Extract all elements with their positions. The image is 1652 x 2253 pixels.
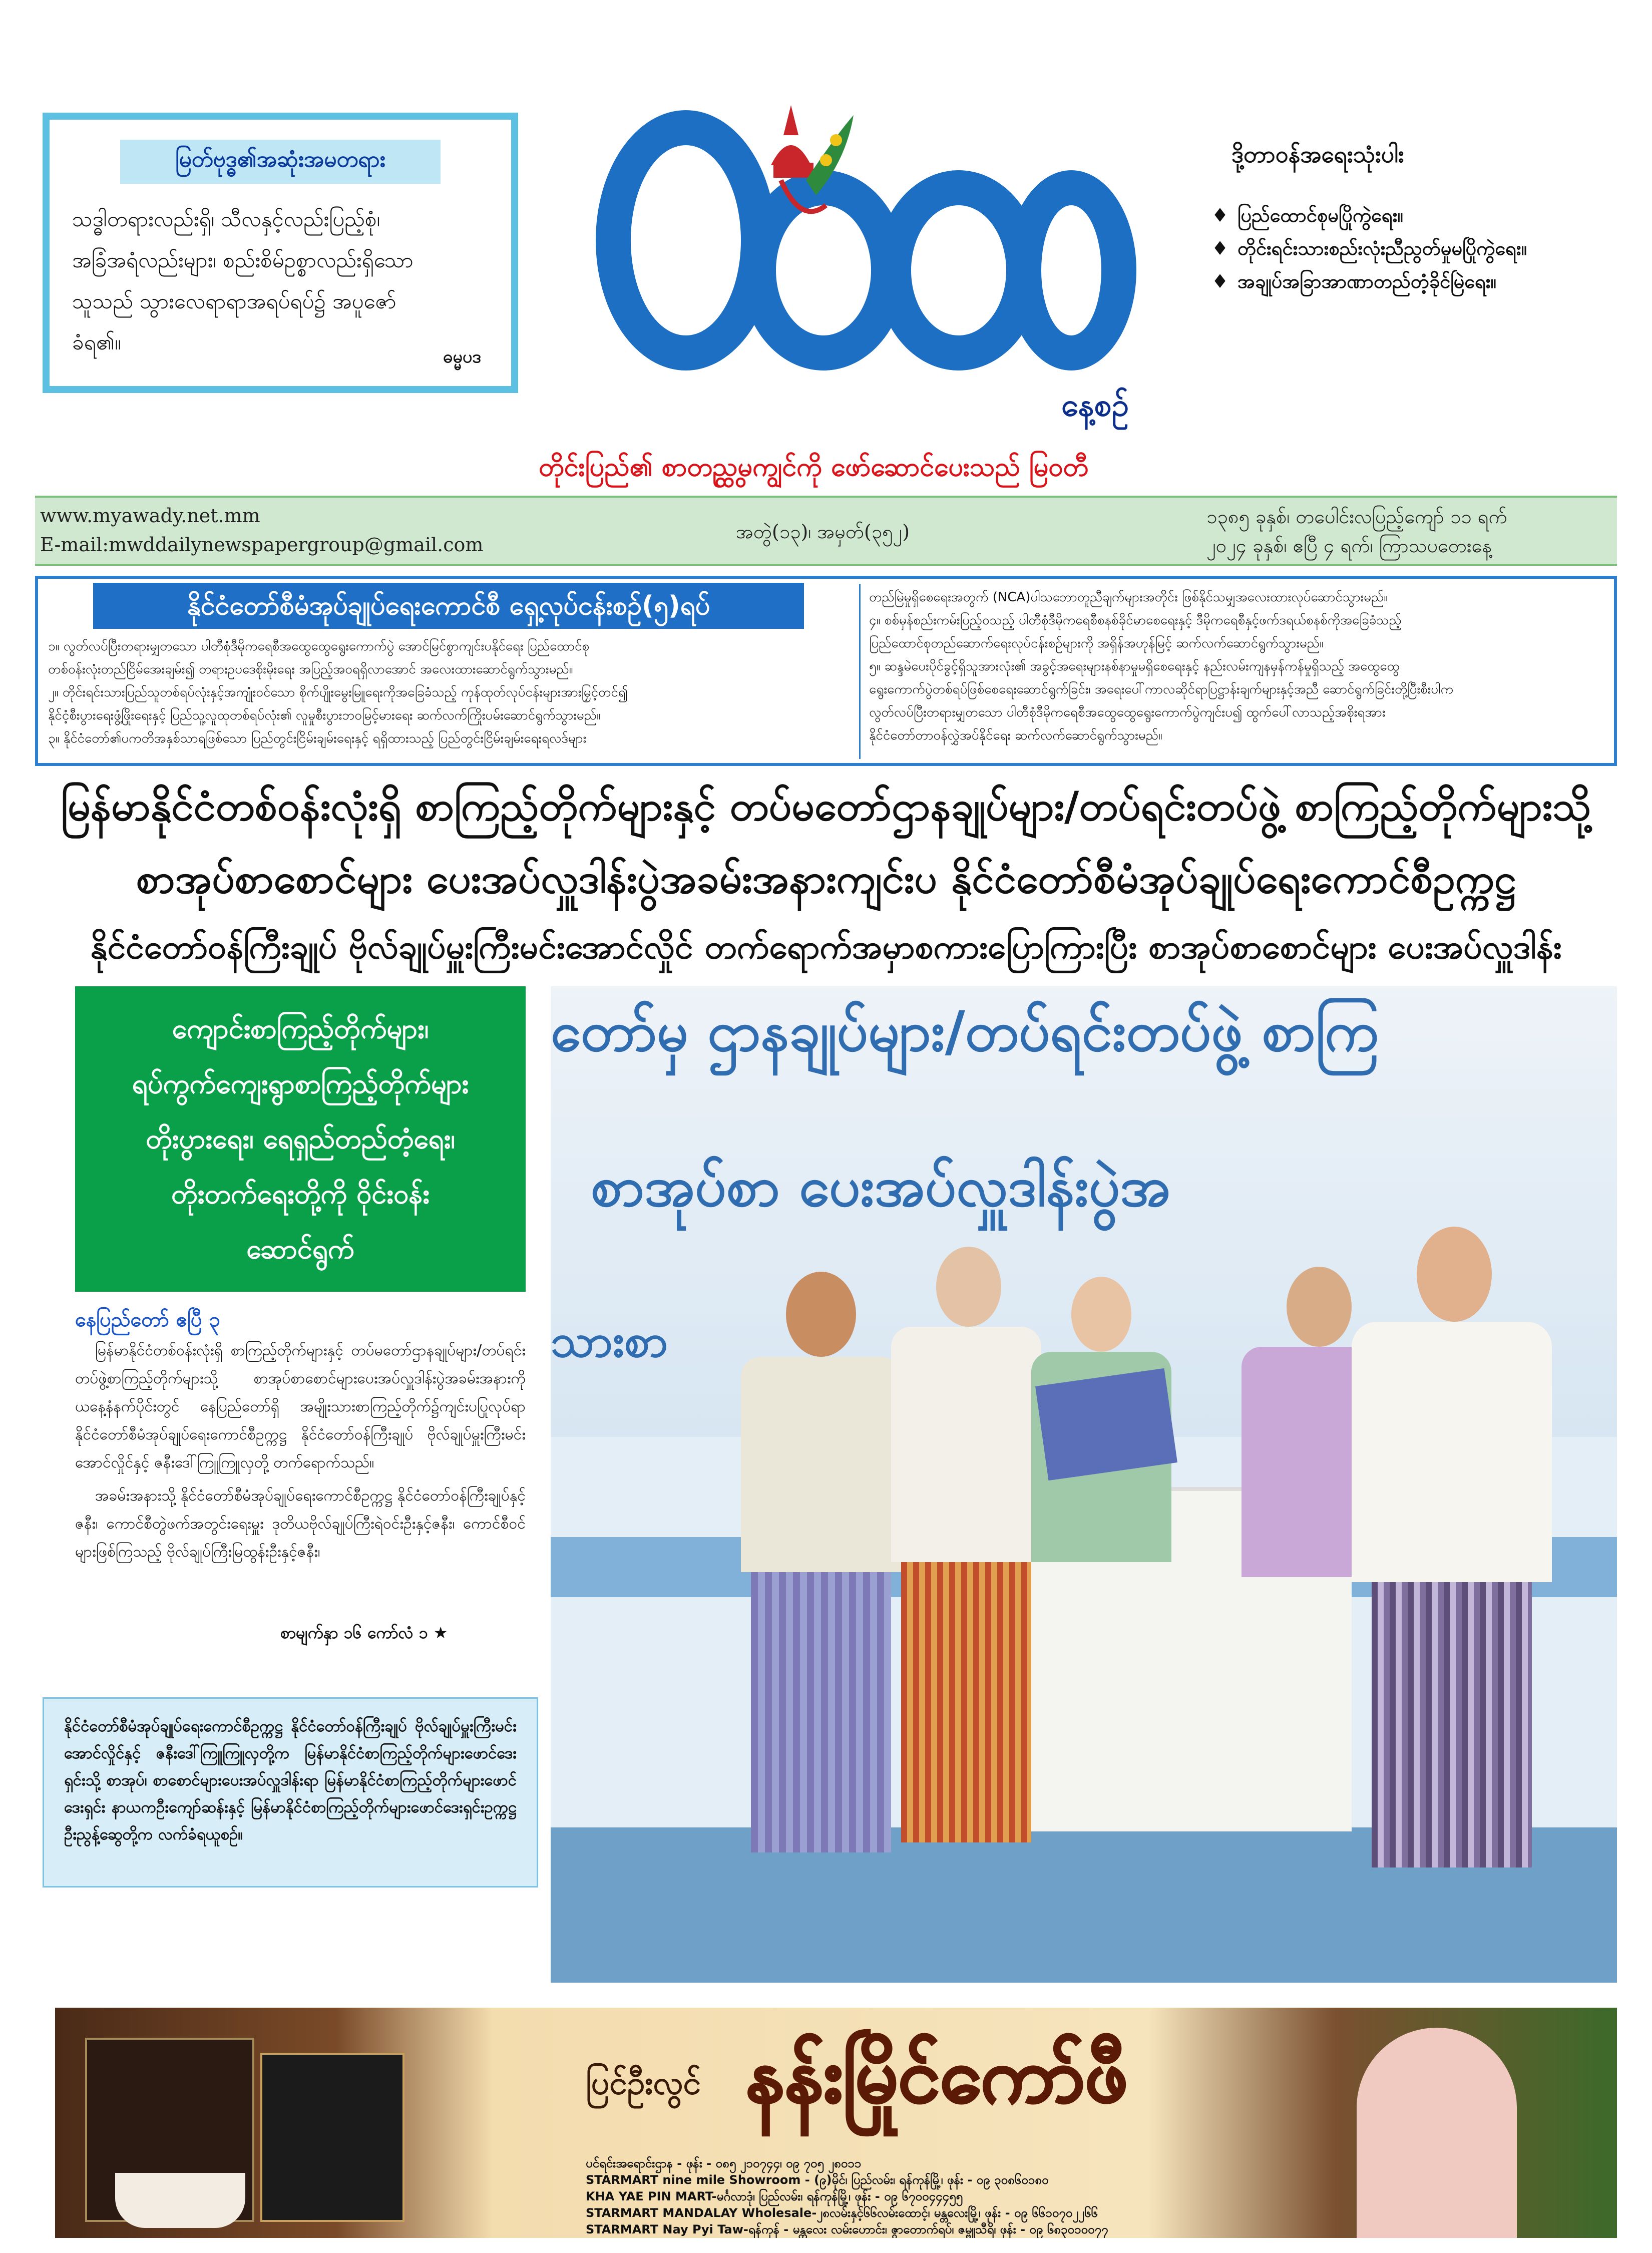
- objective-line: ၅။ ဆန္ဒမဲပေးပိုင်ခွင့်ရှိသူအားလုံး၏ အခွင့်အရေးများနစ်နာမှုမရှိစေရေးနှင့် နည်းလမ်းကျနမှန်ကန်မှုရှိသည့် အထွေထွေ: [869, 659, 1400, 674]
- email-link[interactable]: E-mail:mwddailynewspapergroup@gmail.com: [40, 534, 484, 556]
- highlight-line: ဆောင်ရွက်: [246, 1233, 354, 1265]
- objective-line: တစ်ဝန်းလုံးတည်ငြိမ်အေးချမ်း၍ တရားဥပဒေစိုးမိုးရေး အပြည့်အဝရရှိလာအောင် အလေးထားဆောင်ရွက်သွားမည်။: [48, 662, 573, 677]
- backdrop-banner-text: တော်မှ ဌာနချုပ်များ/တပ်ရင်းတပ်ဖွဲ့ စာကြ: [551, 999, 1379, 1063]
- article-paragraph: အခမ်းအနားသို့ နိုင်ငံတော်စီမံအုပ်ချုပ်ရေးကောင်စီဥက္ကဋ္ဌ နိုင်ငံတော်ဝန်ကြီးချုပ်နှင့်ဇနီး၊ ကောင်စီတွဲဖက်အတွင်းရေးမှူး ဒုတိယဗိုလ်ချုပ်ကြီးရဲဝင်းဦးနှင့်ဇနီး၊ ကောင်စီဝင်များဖြစ်ကြသည့် ဗိုလ်ချုပ်ကြီးမြထွန်းဦးနှင့်ဇနီး၊: [75, 1487, 526, 1561]
- model-image: [1357, 2028, 1517, 2238]
- peoples-desire-text: အချုပ်အခြာအာဏာတည်တံ့ခိုင်မြဲရေး။: [1237, 270, 1497, 292]
- gregorian-date: ၂၀၂၄ ခုနှစ်၊ ဧပြီ ၄ ရက်၊ ကြာသပတေးနေ့: [1206, 535, 1492, 557]
- ad-brand-prefix: ပြင်ဦးလွင်: [586, 2065, 701, 2102]
- article-body: [75, 1337, 526, 1571]
- ad-address-line: STARMART nine mile Showroom - (၉)မိုင်၊ ပြည်လမ်း၊ ရန်ကုန်မြို့၊ ဖုန်း - ၀၉ ၃၀၈၆၀၁၈၀: [586, 2173, 1049, 2187]
- masthead-tagline: တိုင်းပြည်၏ စာတည္ထွမကျွင်ကို ဖော်ဆောင်ပေးသည် မြဝတီ: [539, 452, 1088, 482]
- diamond-bullet-icon: ♦: [1211, 237, 1229, 259]
- sac-objectives-box: [35, 576, 1617, 766]
- objective-line: နိုင်ငံ့စီးပွားရေးဖွံ့ဖြိုးရေးနှင့် ပြည်သူ့လူထုတစ်ရပ်လုံး၏ လူမှုစီးပွားဘဝမြင့်မားရေး ဆက်လက်ကြိုးပမ်းဆောင်ရွက်သွားမည်။: [48, 708, 601, 723]
- issue-info-bar: [35, 496, 1617, 566]
- peoples-desire-item: [1211, 232, 1622, 265]
- highlight-line: တိုးပွားရေး၊ ရေရှည်တည်တံ့ရေး၊: [146, 1123, 455, 1155]
- peoples-desire-text: တိုင်းရင်းသားစည်းလုံးညီညွတ်မှုမပြိုကွဲရေး။: [1237, 237, 1527, 259]
- myanmar-date: ၁၃၈၅ ခုနှစ်၊ တပေါင်းလပြည့်ကျော် ၁၁ ရက်: [1206, 506, 1507, 528]
- column-divider: [859, 584, 861, 759]
- highlight-line: ကျောင်းစာကြည့်တိုက်များ၊: [172, 1013, 429, 1044]
- main-photo: [551, 986, 1617, 1983]
- objective-line: နိုင်ငံတော်တာဝန်လွှဲအပ်နိုင်ရေး ဆက်လက်ဆောင်ရွက်သွားမည်။: [869, 728, 1162, 743]
- objectives-title: နိုင်ငံတော်စီမံအုပ်ချုပ်ရေးကောင်စီ ရှေ့လုပ်ငန်းစဉ်(၅)ရပ်: [93, 583, 804, 629]
- peoples-desire-text: ပြည်ထောင်စုမပြိုကွဲရေး။: [1237, 204, 1403, 226]
- person-figure: [886, 1247, 1046, 1847]
- quote-line: ခံရ၏။: [72, 330, 121, 354]
- ad-address-line: KHA YAE PIN MART-မင်္ဂလာဒုံ၊ ပြည်လမ်း၊ ရန်ကုန်မြို့၊ ဖုန်း - ၀၉ ၆၇၀၀၄၄၄၅၅: [586, 2189, 963, 2203]
- objective-line: တည်မြဲမှုရှိစေရေးအတွက် (NCA)ပါသဘောတူညီချက်များအတိုင်း ဖြစ်နိုင်သမျှအလေးထားလုပ်ဆောင်သွားမည်။: [869, 590, 1388, 605]
- article-paragraph: မြန်မာနိုင်ငံတစ်ဝန်းလုံးရှိ စာကြည့်တိုက်များနှင့် တပ်မတော်ဌာနချုပ်များ/တပ်ရင်းတပ်ဖွဲ့စာကြည့်တိုက်များသို့ စာအုပ်စာစောင်များပေးအပ်လှူဒါန်းပွဲအခမ်းအနားကို ယနေ့နံနက်ပိုင်းတွင် နေပြည်တော်ရှိ အမျိုးသားစာကြည့်တိုက်၌ကျင်းပပြုလုပ်ရာ နိုင်ငံတော်စီမံအုပ်ချုပ်ရေးကောင်စီဥက္ကဋ္ဌ နိုင်ငံတော်ဝန်ကြီးချုပ် ဗိုလ်ချုပ်မှူးကြီးမင်းအောင်လှိုင်နှင့် ဇနီးဒေါ်ကြူကြူလှတို့ တက်ရောက်သည်။: [75, 1342, 526, 1471]
- objective-line: ရွေးကောက်ပွဲတစ်ရပ်ဖြစ်စေရေးဆောင်ရွက်ခြင်း၊ အရေးပေါ်ကာလဆိုင်ရာပြဋ္ဌာန်းချက်များနှင့်အညီ ဆောင်ရွက်ခြင်းတို့ပြီးစီးပါက: [869, 682, 1454, 697]
- objective-line: ၂။ တိုင်းရင်းသားပြည်သူတစ်ရပ်လုံးနှင့်အကျုံးဝင်သော စိုက်ပျိုးမွေးမြူရေးကိုအခြေခံသည့် ကုန်ထုတ်လုပ်ငန်းများအားမြှင့်တင်၍: [48, 685, 628, 700]
- article-dateline: နေပြည်တော် ဧပြီ ၃: [75, 1308, 221, 1331]
- masthead-logo: [576, 85, 1146, 406]
- main-headline: စာအုပ်စာစောင်များ ပေးအပ်လှူဒါန်းပွဲအခမ်းအနားကျင်းပ နိုင်ငံတော်စီမံအုပ်ချုပ်ရေးကောင်စီဥက္ကဋ္ဌ: [136, 856, 1516, 902]
- diamond-bullet-icon: ♦: [1211, 270, 1229, 292]
- coffee-pack-image: [260, 2053, 404, 2222]
- photo-caption: နိုင်ငံတော်စီမံအုပ်ချုပ်ရေးကောင်စီဥက္ကဋ္ဌ နိုင်ငံတော်ဝန်ကြီးချုပ် ဗိုလ်ချုပ်မှူးကြီးမင်းအောင်လှိုင်နှင့် ဇနီးဒေါ်ကြူကြူလှတို့က မြန်မာနိုင်ငံစာကြည့်တိုက်များဖောင်ဒေးရှင်းသို့ စာအုပ်၊ စာစောင်များပေးအပ်လှူဒါန်းရာ မြန်မာနိုင်ငံစာကြည့်တိုက်များဖောင်ဒေးရှင်း နာယကဦးကျော်ဆန်းနှင့် မြန်မာနိုင်ငံစာကြည့်တိုက်များဖောင်ဒေးရှင်းဥက္ကဋ္ဌ ဦးညွန့်ဆွေတို့က လက်ခံရယူစဉ်။: [43, 1697, 538, 1888]
- person-figure: [731, 1272, 911, 1847]
- ad-address-line: STARMART Nay Pyi Taw-ရန်ကုန် - မန္တလေး လမ်းဟောင်း၊ ဇွာတောက်ရပ်၊ ဇမ္ဗူသီရိ၊ ဖုန်း - ၀၉ ၆၈၃၀၁၀၀၇၇: [586, 2222, 1108, 2236]
- quote-line: သဒ္ဓါတရားလည်းရှိ၊ သီလနှင့်လည်းပြည့်စုံ၊: [72, 207, 380, 231]
- backdrop-banner-text: စာအုပ်စာ ပေးအပ်လှူဒါန်းပွဲအ: [591, 1155, 1171, 1219]
- objectives-right-column: [869, 586, 1610, 747]
- objectives-left-column: [48, 635, 849, 750]
- website-link[interactable]: www.myawady.net.mm: [40, 505, 260, 527]
- highlight-line: တိုးတက်ရေးတို့ကို ဝိုင်းဝန်း: [171, 1178, 430, 1210]
- main-headline: နိုင်ငံတော်ဝန်ကြီးချုပ် ဗိုလ်ချုပ်မှူးကြီးမင်းအောင်လှိုင် တက်ရောက်အမှာစကားပြောကြားပြီး စာအုပ်စာစောင်များ ပေးအပ်လှူဒါန်း: [90, 928, 1562, 966]
- peoples-desire-title: ဒို့တာဝန်အရေးသုံးပါး: [1231, 141, 1404, 168]
- objective-line: လွတ်လပ်ပြီးတရားမျှတသော ပါတီစုံဒီမိုကရေစီအထွေထွေရွေးကောက်ပွဲကျင်းပ၍ ထွက်ပေါ်လာသည့်အစိုးရအား: [869, 705, 1386, 720]
- green-highlight-box: [75, 986, 526, 1292]
- edition-label: နေ့စဉ်: [1061, 387, 1129, 423]
- peacock-crest-icon: [761, 105, 856, 230]
- continued-label: စာမျက်နှာ ၁၆ ကော်လံ ၁: [280, 1623, 428, 1642]
- star-icon: ★: [433, 1623, 448, 1642]
- peoples-desire-item: [1211, 265, 1622, 298]
- continued-on-page[interactable]: [280, 1622, 448, 1646]
- quote-title: မြတ်ဗုဒ္ဓ၏အဆုံးအမတရား: [120, 140, 441, 184]
- book-gift: [1035, 1368, 1177, 1480]
- highlight-line: ရပ်ကွက်ကျေးရွာစာကြည့်တိုက်များ: [132, 1068, 469, 1099]
- objective-line: ၁။ လွတ်လပ်ပြီးတရားမျှတသော ပါတီစုံဒီမိုကရေစီအထွေထွေရွေးကောက်ပွဲ အောင်မြင်စွာကျင်းပနိုင်ရေး ပြည်ထောင်စု: [48, 639, 590, 654]
- quote-source: ဓမ္မပဒ: [443, 347, 481, 367]
- coffee-advertisement: [55, 2008, 1617, 2238]
- objective-line: ၃။ နိုင်ငံတော်၏ပကတိအနှစ်သာရဖြစ်သော ပြည်တွင်းငြိမ်းချမ်းရေးနှင့် ရရှိထားသည့် ပြည်တွင်းငြိမ်းချမ်းရေးရလဒ်များ: [48, 731, 587, 746]
- quote-line: အခြံအရံလည်းများ၊ စည်းစိမ်ဥစ္စာလည်းရှိသော: [72, 248, 414, 272]
- quote-line: သူသည် သွားလေရာရာအရပ်ရပ်၌ အပူဇော်: [72, 289, 396, 313]
- objective-line: ပြည်ထောင်စုတည်ဆောက်ရေးလုပ်ငန်းစဉ်များကို အရှိန်အဟုန်မြင့် ဆက်လက်ဆောင်ရွက်သွားမည်။: [869, 636, 1324, 651]
- objective-line: ၄။ စစ်မှန်စည်းကမ်းပြည့်ဝသည့် ပါတီစုံဒီမိုကရေစီစနစ်ခိုင်မာစေရေးနှင့် ဒီမိုကရေစီနှင့်ဖက်ဒရယ်စနစ်ကိုအခြေခံသည့်: [869, 613, 1402, 628]
- diamond-bullet-icon: ♦: [1211, 204, 1229, 226]
- backdrop-banner-text: သားစာ: [551, 1315, 668, 1367]
- coffee-cup-image: [115, 2173, 245, 2228]
- ad-brand-name: နန်းမြိုင်ကော်ဖီ: [746, 2032, 1128, 2119]
- person-figure: [1342, 1227, 1562, 1867]
- volume-number: အတွဲ(၁၃)၊ အမှတ်(၃၅၂): [736, 521, 910, 543]
- main-headline: မြန်မာနိုင်ငံတစ်ဝန်းလုံးရှိ စာကြည့်တိုက်များနှင့် တပ်မတော်ဌာနချုပ်များ/တပ်ရင်းတပ်ဖွဲ့ စာကြည့်တိုက်များသို့: [61, 783, 1591, 830]
- ad-address-line: ပင်ရင်းအရောင်းဌာန - ဖုန်း - ၀၈၅ ၂၁၀၇၄၄၊ ၀၉ ၇၀၅ ၂၈၀၁၁: [586, 2156, 862, 2170]
- ad-address-line: STARMART MANDALAY Wholesale-၂၈လမ်းနှင့်၆၆လမ်းထောင့်၊ မန္တလေးမြို့၊ ဖုန်း - ၀၉ ၆၆၁၀၇၀၂၂၆၆: [586, 2206, 1098, 2220]
- logo-stroke: [1006, 170, 1136, 370]
- peoples-desire-item: [1211, 199, 1622, 232]
- buddha-quote-box: [43, 113, 518, 393]
- peoples-desire: [1211, 140, 1622, 298]
